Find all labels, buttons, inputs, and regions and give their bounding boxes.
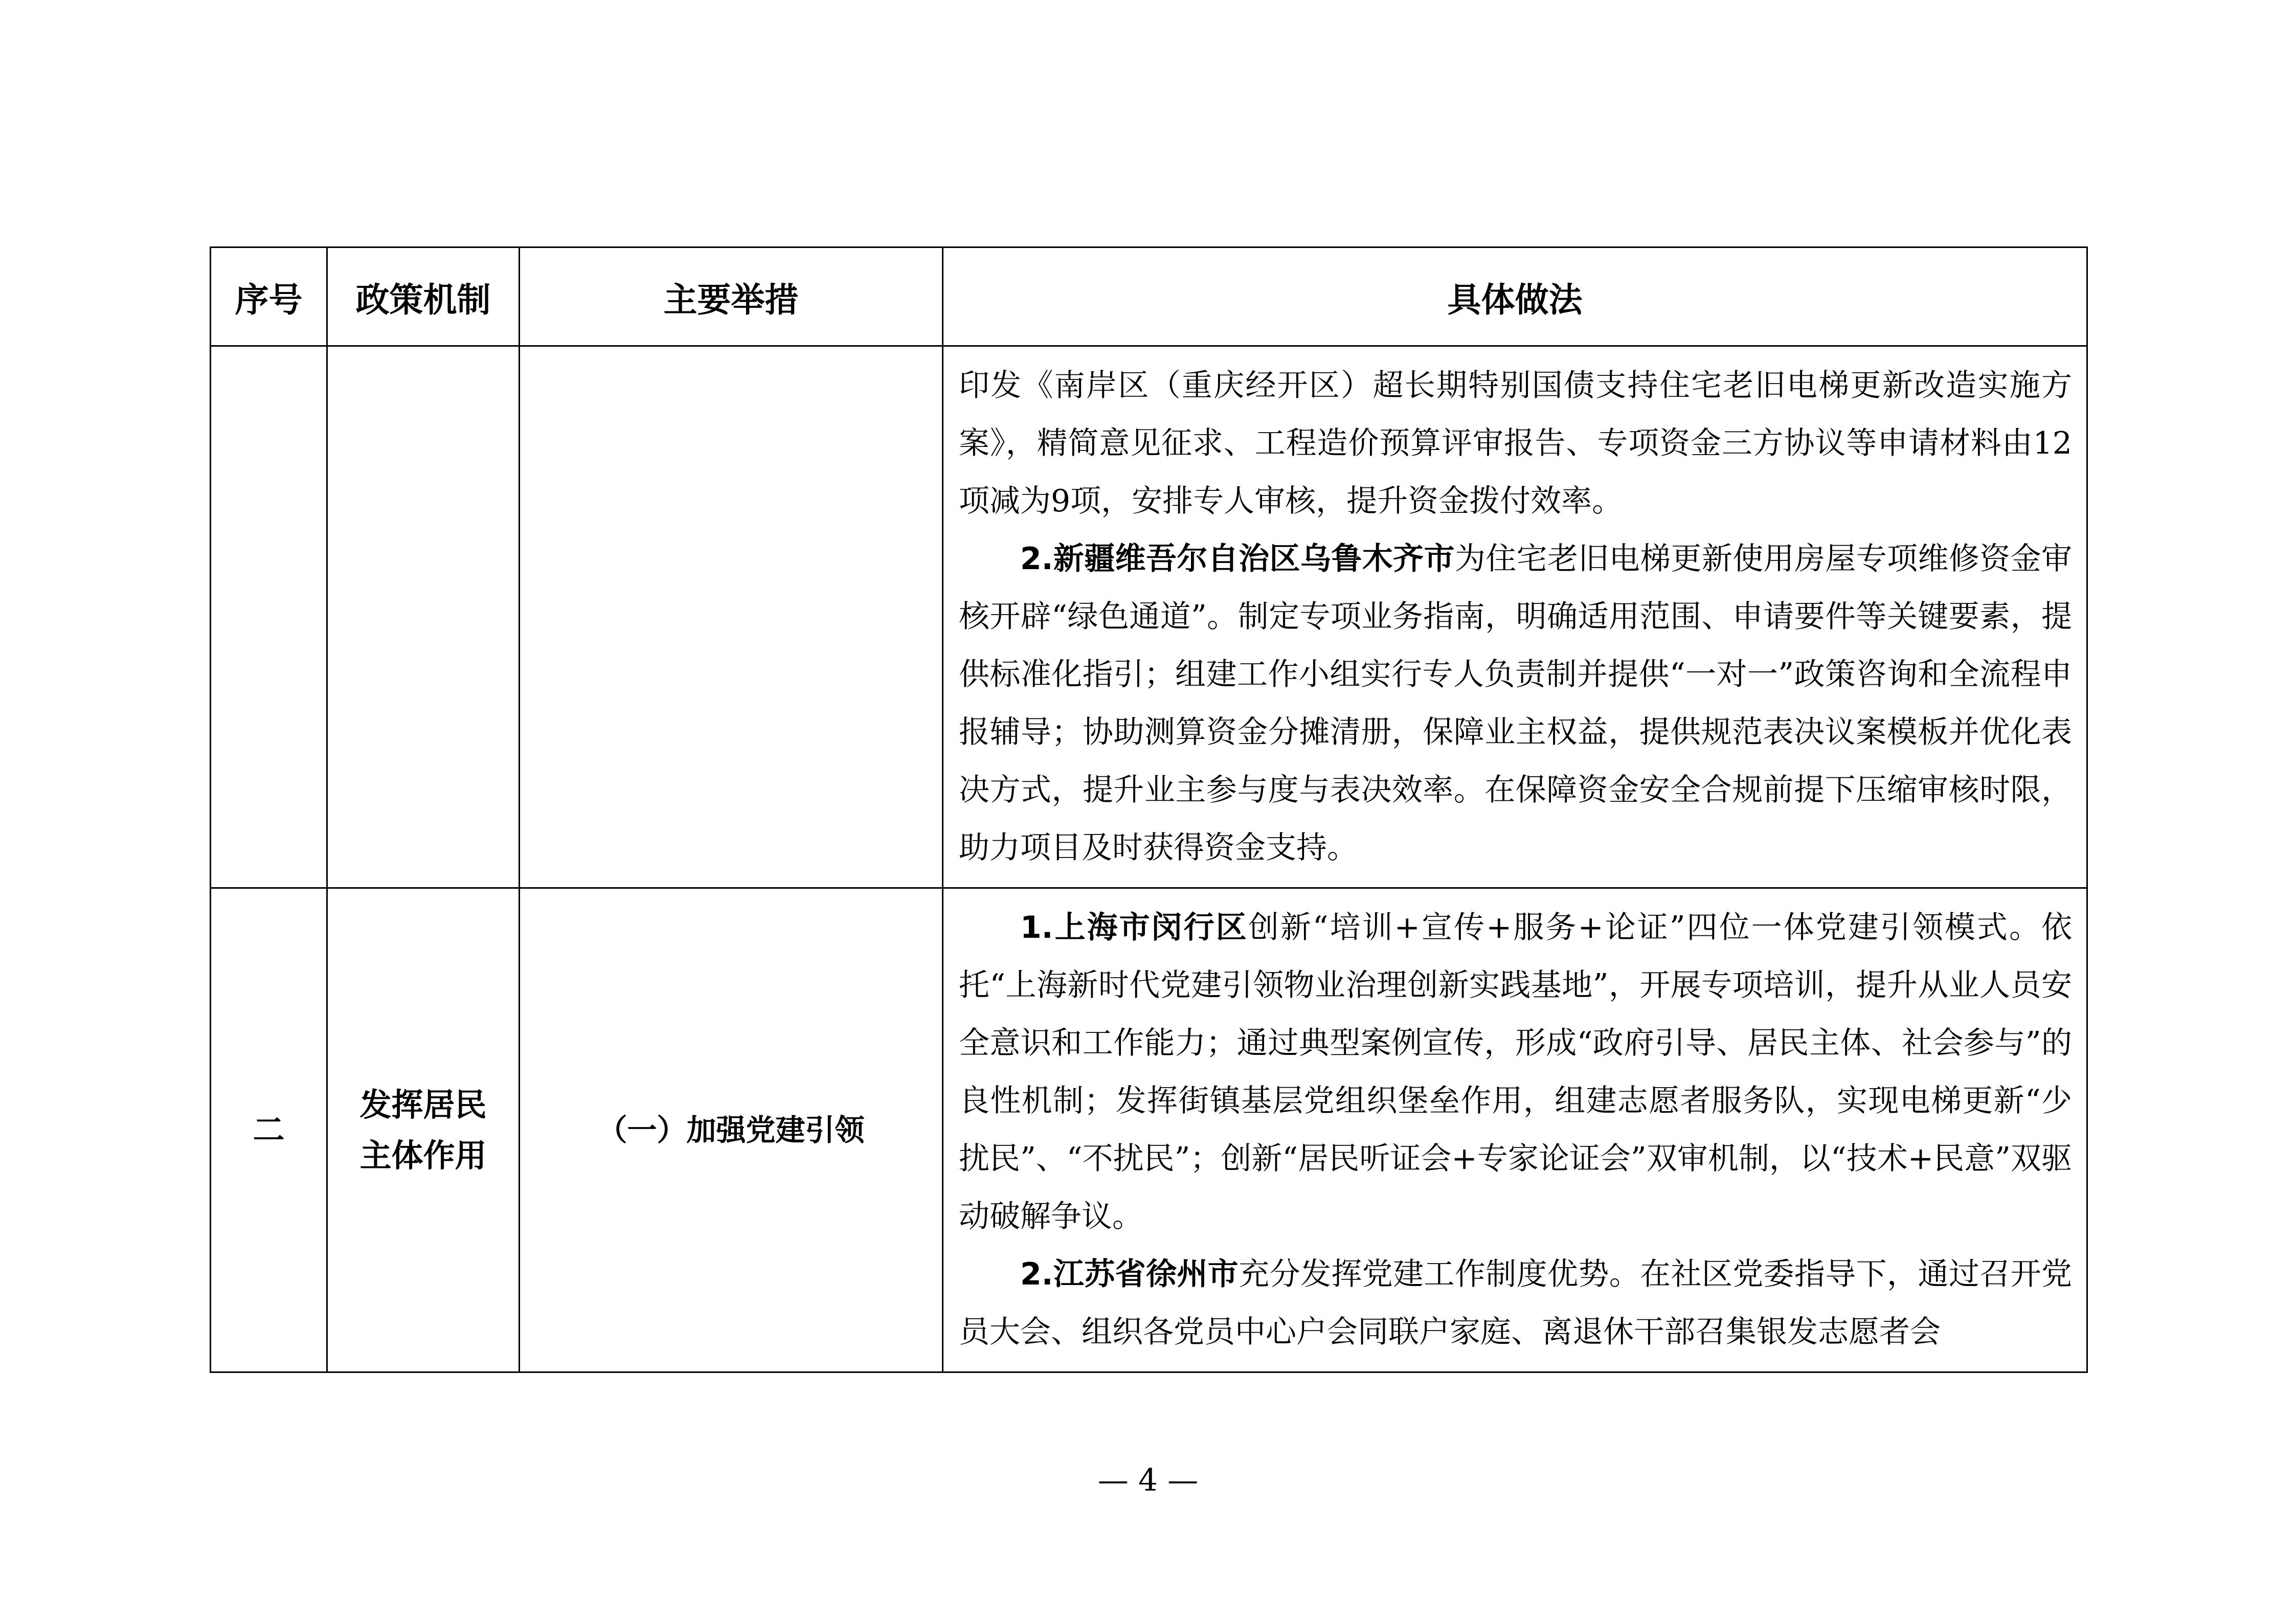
row2-measure: （一）加强党建引领 (520, 888, 943, 1372)
header-measure: 主要举措 (520, 247, 943, 346)
header-policy: 政策机制 (327, 247, 520, 346)
row2-policy (327, 888, 520, 1372)
row2-p2-text: 充分发挥党建工作制度优势。在社区党委指导下，通过召开党员大会、组织各党员中心户会同联户家庭、离退休干部召集银发志愿者会 (959, 1256, 2072, 1350)
row1-p2-text: 为住宅老旧电梯更新使用房屋专项维修资金审核开辟“绿色通道”。制定专项业务指南，明确适用范围、申请要件等关键要素，提供标准化指引；组建工作小组实行专人负责制并提供“一对一”政策咨询和全流程申报辅导；协助测算资金分摊清册，保障业主权益，提供规范表决议案模板并优化表决方式，提升业主参与度与表决效率。在保障资金安全合规前提下压缩审核时限，助力项目及时获得资金支持。 (959, 541, 2072, 866)
row2-policy-line2: 主体作用 (359, 1137, 487, 1174)
row1-p2-location: 2.新疆维吾尔自治区乌鲁木齐市 (1020, 541, 1455, 577)
table-row (211, 346, 2087, 888)
header-detail: 具体做法 (943, 247, 2087, 346)
row2-p1-text: 创新“培训+宣传+服务+论证”四位一体党建引领模式。依托“上海新时代党建引领物业治理创新实践基地”，开展专项培训，提升从业人员安全意识和工作能力；通过典型案例宣传，形成“政府引导、居民主体、社会参与”的良性机制；发挥街镇基层党组织堡垒作用，组建志愿者服务队，实现电梯更新“少扰民”、“不扰民”；创新“居民听证会+专家论证会”双审机制，以“技术+民意”双驱动破解争议。 (959, 910, 2072, 1234)
row1-detail (943, 346, 2087, 888)
policy-table (210, 246, 2088, 1373)
row2-seq: 二 (211, 888, 327, 1372)
row1-seq (211, 346, 327, 888)
page-number: — 4 — (1097, 1462, 1199, 1498)
row2-paragraph-2 (959, 1246, 2072, 1361)
row1-measure (520, 346, 943, 888)
table-header-row (211, 247, 2087, 346)
row1-paragraph-2 (959, 530, 2072, 877)
row2-p1-location: 1.上海市闵行区 (1020, 910, 1248, 945)
row2-policy-line1: 发挥居民 (359, 1086, 487, 1123)
row1-paragraph-1: 印发《南岸区（重庆经开区）超长期特别国债支持住宅老旧电梯更新改造实施方案》，精简意见征求、工程造价预算评审报告、专项资金三方协议等申请材料由12项减为9项，安排专人审核，提升资金拨付效率。 (959, 368, 2072, 519)
row2-detail (943, 888, 2087, 1372)
table-row (211, 888, 2087, 1372)
row2-paragraph-1 (959, 899, 2072, 1246)
row2-p2-location: 2.江苏省徐州市 (1020, 1256, 1239, 1292)
header-seq: 序号 (211, 247, 327, 346)
row1-policy (327, 346, 520, 888)
